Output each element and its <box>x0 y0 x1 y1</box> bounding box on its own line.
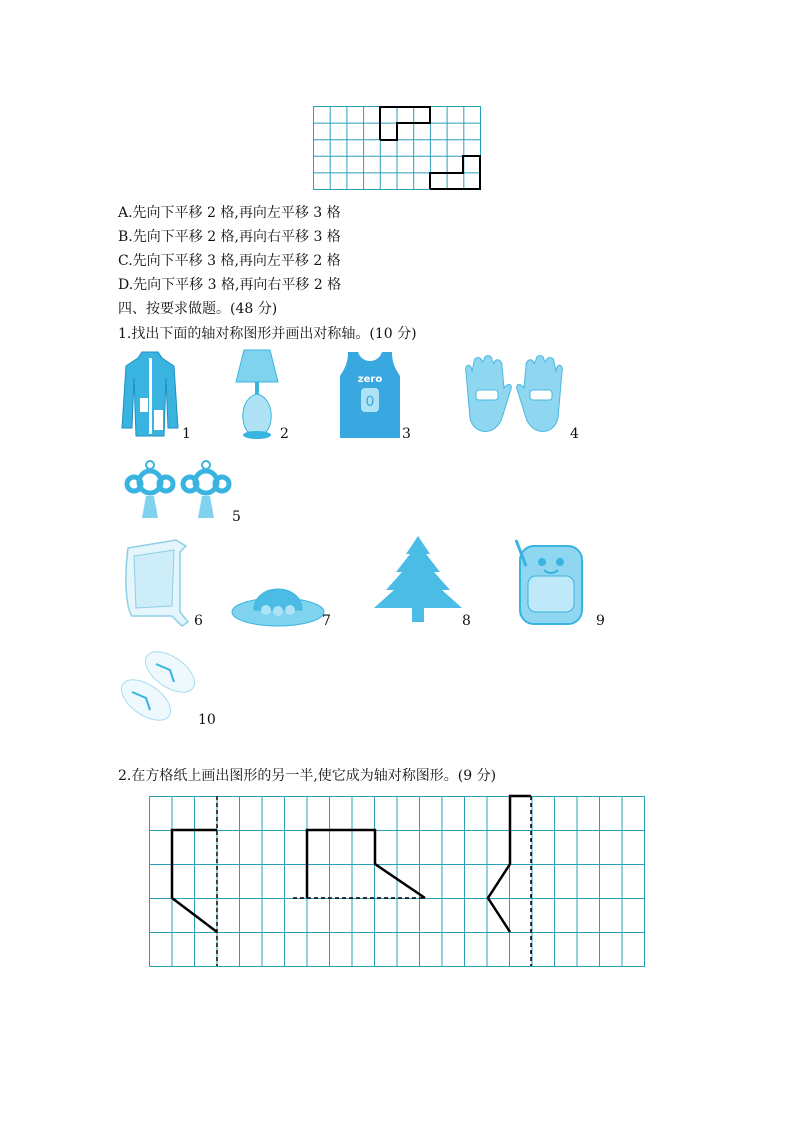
option-a[interactable]: A.先向下平移 2 格,再向左平移 3 格 <box>118 205 341 221</box>
option-b[interactable]: B.先向下平移 2 格,再向右平移 3 格 <box>118 229 341 245</box>
figure-number-9: 9 <box>596 613 605 629</box>
figure-number-4: 4 <box>570 426 579 442</box>
coat-icon <box>120 348 180 438</box>
figure-number-2: 2 <box>280 426 289 442</box>
figure-number-10: 10 <box>198 712 216 728</box>
option-c[interactable]: C.先向下平移 3 格,再向左平移 2 格 <box>118 253 341 269</box>
lamp-icon <box>234 348 280 440</box>
option-d[interactable]: D.先向下平移 3 格,再向右平移 2 格 <box>118 277 342 293</box>
figure-number-7: 7 <box>322 613 331 629</box>
symmetry-grid <box>149 796 645 968</box>
jersey-text: zero <box>357 374 383 385</box>
shirt-icon <box>120 538 192 628</box>
backpack-icon <box>508 536 594 628</box>
jersey-number: 0 <box>365 394 375 410</box>
chinese-knot-icon <box>120 456 234 522</box>
figure-number-6: 6 <box>194 613 203 629</box>
christmas-tree-icon <box>372 534 464 626</box>
q1-prompt: 1.找出下面的轴对称图形并画出对称轴。(10 分) <box>118 326 417 342</box>
translation-grid <box>313 106 481 190</box>
figure-number-8: 8 <box>462 613 471 629</box>
figure-number-3: 3 <box>402 426 411 442</box>
figure-number-1: 1 <box>182 426 191 442</box>
q2-prompt: 2.在方格纸上画出图形的另一半,使它成为轴对称图形。(9 分) <box>118 768 497 784</box>
figure-number-5: 5 <box>232 509 241 525</box>
flip-flops-icon <box>116 644 202 728</box>
jersey-icon <box>338 350 402 438</box>
gloves-icon <box>460 358 568 438</box>
hat-icon <box>230 578 326 628</box>
section-heading: 四、按要求做题。(48 分) <box>118 301 278 317</box>
